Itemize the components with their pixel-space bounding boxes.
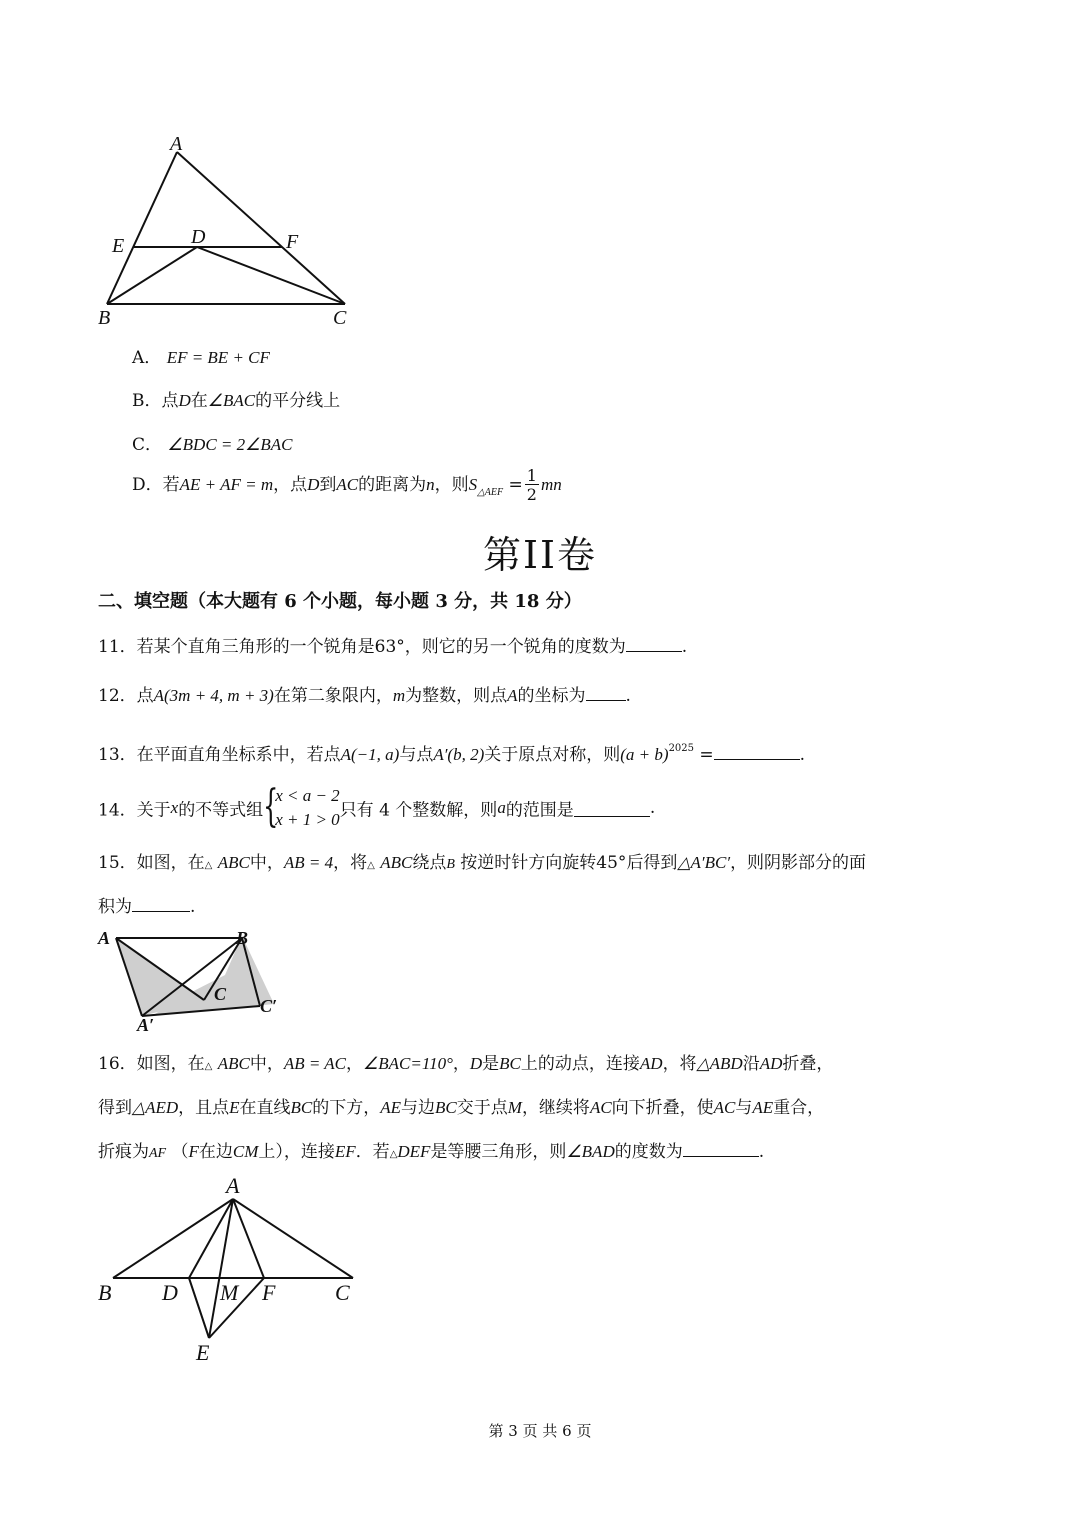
option-b-angle: ∠BAC (207, 391, 256, 410)
q16-l2-text-5: 与边 (401, 1098, 436, 1118)
q14-x: x (170, 798, 179, 817)
q12-text-4: 的坐标为 (517, 686, 586, 706)
figure-rotation (92, 922, 292, 1037)
option-d-text-2: ，点 (273, 475, 308, 495)
figure-triangle-abc (90, 130, 370, 330)
fig1-label-d: D (191, 226, 206, 248)
option-d-text-4: 的距离为 (358, 475, 427, 495)
q15-text-1: 如图，在 (136, 853, 205, 873)
option-d-ac: AC (336, 475, 359, 494)
question-13 (98, 740, 805, 765)
q12-a: A (507, 686, 518, 705)
q16-cm: CM (232, 1142, 259, 1161)
option-d-s-sub: △AEF (477, 487, 504, 498)
q16-bad: ∠BAD (566, 1142, 615, 1161)
question-15-line-1 (98, 848, 866, 873)
q15-triangle-symbol: △ (204, 860, 213, 871)
q16-def: DEF (397, 1142, 431, 1161)
q16-l3-text-5: ．若 (355, 1142, 390, 1162)
q15-b: B (446, 857, 455, 872)
q16-ae-2: AE (752, 1098, 774, 1117)
q11-text-2: ，则它的另一个锐角的度数为 (404, 637, 626, 657)
q14-answer-blank[interactable] (574, 799, 650, 818)
fig3-label-f: F (262, 1280, 276, 1305)
q12-text-2: 在第二象限内， (273, 686, 393, 706)
option-c-letter: C． (132, 435, 163, 455)
q16-l2-text-2: ，且点 (178, 1098, 230, 1118)
q16-l3-text-7: 的度数为 (614, 1142, 683, 1162)
fraction-num: 1 (526, 466, 537, 485)
fig1-label-f: F (286, 231, 299, 253)
q13-eq: = (699, 745, 714, 765)
q16-text-8: 沿 (742, 1054, 760, 1074)
q16-ac: AC (589, 1098, 612, 1117)
option-b-text-3: 的平分线上 (255, 391, 341, 411)
option-d-mn: mn (540, 475, 562, 494)
q14-number: 14． (98, 800, 137, 821)
q16-l3-text-3: 在边 (198, 1142, 233, 1162)
question-11 (98, 632, 687, 657)
q16-l2-text-4: 的下方， (312, 1098, 381, 1118)
question-16-line-3 (98, 1137, 764, 1162)
q16-text-1: 如图，在 (136, 1054, 205, 1074)
q15-number: 15． (98, 853, 137, 873)
q15-triangle-symbol-2: △ (367, 860, 375, 871)
q12-expr: A(3m + 4, m + 3) (153, 686, 274, 705)
q15-text-4: 绕点 (412, 853, 447, 873)
fig1-label-c: C (333, 307, 347, 329)
option-d-text-3: 到 (319, 475, 337, 495)
q16-triangle-symbol-3: △ (389, 1149, 398, 1160)
option-d-text-5: ，则 (434, 475, 469, 495)
question-14 (98, 781, 656, 832)
q14-end: . (649, 798, 656, 818)
q12-m: m (392, 686, 406, 705)
q15-ab: AB = 4 (283, 853, 334, 872)
option-d-s: S (468, 475, 478, 494)
fig1-label-e: E (112, 235, 125, 257)
q16-l3-text-6: 是等腰三角形，则 (430, 1142, 567, 1162)
q15-text-6: 后得到 (626, 853, 678, 873)
q11-answer-blank[interactable] (626, 633, 682, 652)
q16-d: D (469, 1054, 483, 1073)
q13-text-1: 在平面直角坐标系中，若点 (136, 745, 341, 765)
fig3-label-m: M (220, 1280, 239, 1305)
q12-end: . (625, 686, 631, 706)
fig2-label-c-prime: C′ (260, 996, 278, 1016)
q16-text-3: ， (346, 1054, 364, 1074)
q16-l2-text-6: 交于点 (456, 1098, 508, 1118)
q16-l2-text-8: 向下折叠，使 (611, 1098, 714, 1118)
figure-fold (90, 1168, 370, 1368)
fig3-label-c: C (335, 1280, 350, 1305)
q16-ac-2: AC (713, 1098, 736, 1117)
q16-aed: △AED (132, 1098, 179, 1117)
page-footer: 第 3 页 共 6 页 (488, 1422, 592, 1440)
q16-l2-text-9: 与 (735, 1098, 753, 1118)
q16-l2-text-10: 重合， (773, 1098, 825, 1118)
fig2-label-a: A (98, 928, 111, 948)
q13-point-a: A(−1, a) (340, 745, 400, 764)
question-12 (98, 681, 631, 706)
q15-text-5: 按逆时针方向旋转 (460, 853, 597, 873)
q16-text-7: ，将 (662, 1054, 697, 1074)
question-16-line-1 (98, 1049, 833, 1074)
q14-inequality-2: x + 1 > 0 (275, 810, 340, 829)
q14-text-1: 关于 (136, 800, 171, 821)
q15-abc: ABC (217, 853, 250, 872)
option-d-d: D (307, 475, 320, 494)
fig1-label-b: B (98, 307, 111, 329)
q14-a: a (497, 798, 506, 817)
q16-ae: AE (380, 1098, 402, 1117)
q12-answer-blank[interactable] (586, 682, 626, 701)
option-d-letter: D． (132, 475, 163, 495)
option-b (132, 386, 340, 411)
brace-icon: { (263, 781, 279, 832)
fig3-label-a: A (226, 1173, 240, 1198)
option-c-expr: ∠BDC = 2∠BAC (167, 435, 293, 454)
q14-text-2: 的不等式组 (178, 800, 264, 821)
q16-ab-eq-ac: AB = AC (283, 1054, 347, 1073)
option-d-n: n (426, 475, 435, 494)
q13-number: 13． (98, 745, 137, 765)
q16-number: 16． (98, 1054, 137, 1074)
question-15-line-2 (98, 892, 195, 917)
q16-ad: AD (639, 1054, 663, 1073)
q16-e: E (229, 1098, 240, 1117)
option-b-text-1: 点 (161, 391, 179, 411)
q13-point-a-prime: A′(b, 2) (433, 745, 485, 764)
question-16-line-2 (98, 1093, 824, 1118)
q13-end: . (799, 745, 806, 765)
option-c (132, 430, 292, 455)
q15-answer-blank[interactable] (132, 893, 190, 912)
option-a (132, 343, 270, 368)
option-b-text-2: 在 (190, 391, 208, 411)
q15-text-3: ，将 (333, 853, 368, 873)
option-b-letter: B． (132, 391, 162, 411)
option-d-eq: = (508, 475, 523, 495)
option-d-fraction (525, 468, 539, 503)
q13-answer-blank[interactable] (714, 741, 800, 760)
q12-text-1: 点 (136, 686, 154, 706)
q15-line-2-text: 积为 (98, 897, 132, 917)
q16-text-6: 上的动点，连接 (520, 1054, 640, 1074)
q16-bc-2: BC (290, 1098, 313, 1117)
fig2-label-b: B (236, 928, 249, 948)
part-title: 第II卷 (482, 533, 598, 577)
q13-base: (a + b) (620, 745, 669, 764)
q16-text-4: ， (452, 1054, 470, 1074)
option-d-text-1: 若 (162, 475, 180, 495)
option-d (132, 468, 562, 504)
q16-abc: ABC (217, 1054, 250, 1073)
q16-f: F (188, 1142, 199, 1161)
q11-end: . (681, 637, 688, 657)
q12-text-3: 为整数，则点 (405, 686, 508, 706)
q13-text-2: 与点 (399, 745, 434, 765)
q16-af: AF (149, 1146, 167, 1161)
q14-inequality-1: x < a − 2 (275, 786, 340, 805)
q16-angle: ∠BAC=110° (363, 1054, 453, 1073)
q16-end: . (758, 1142, 765, 1162)
q14-text-4: 的范围是 (505, 800, 574, 821)
fraction-den: 2 (526, 485, 537, 504)
q16-answer-blank[interactable] (683, 1138, 759, 1157)
q13-text-3: 关于原点对称，则 (484, 745, 621, 765)
fig2-label-a-prime: A′ (137, 1015, 155, 1035)
q16-abd: △ABD (696, 1054, 743, 1073)
fig3-label-e: E (196, 1340, 210, 1365)
q16-text-9: 折叠， (782, 1054, 834, 1074)
q15-end: . (190, 897, 196, 917)
q16-l2-text-3: 在直线 (239, 1098, 291, 1118)
q16-text-2: 中， (249, 1054, 284, 1074)
q15-abc-2: ABC (380, 853, 413, 872)
q14-inequality-system (263, 781, 340, 832)
q14-text-3: 只有 4 个整数解，则 (339, 800, 498, 821)
option-a-expr: EF = BE + CF (166, 348, 270, 367)
option-b-d: D (178, 391, 191, 410)
q11-number: 11． (98, 637, 137, 657)
q15-image-triangle: △A′BC′ (677, 853, 731, 872)
q16-triangle-symbol: △ (204, 1061, 213, 1072)
fig2-label-c: C (214, 984, 227, 1004)
fig3-label-b: B (98, 1280, 112, 1305)
q16-ad-2: AD (759, 1054, 783, 1073)
q16-l3-text-2: （ (171, 1142, 189, 1162)
q16-l3-text-1: 折痕为 (98, 1142, 149, 1162)
fig3-label-d: D (162, 1280, 178, 1305)
option-a-letter: A． (132, 348, 162, 368)
option-d-expr-1: AE + AF = m (179, 475, 274, 494)
q16-text-5: 是 (482, 1054, 500, 1074)
q12-number: 12． (98, 686, 137, 706)
q16-ef: EF (334, 1142, 356, 1161)
q15-text-2: 中， (249, 853, 284, 873)
q16-l2-text-1: 得到 (98, 1098, 132, 1118)
q16-l3-text-4: 上），连接 (258, 1142, 335, 1162)
q13-exponent: 2025 (668, 743, 695, 754)
q11-value: 63° (374, 637, 405, 657)
q11-text-1: 若某个直角三角形的一个锐角是 (136, 637, 375, 657)
q16-bc: BC (499, 1054, 521, 1073)
fig1-label-a: A (170, 133, 183, 155)
section-heading: 二、填空题（本大题有 6 个小题，每小题 3 分，共 18 分） (98, 591, 582, 612)
q16-bc-3: BC (435, 1098, 457, 1117)
q15-text-7: ，则阴影部分的面 (730, 853, 867, 873)
q16-m: M (507, 1098, 522, 1117)
q15-degree: 45° (596, 853, 627, 873)
q16-l2-text-7: ，继续将 (521, 1098, 590, 1118)
